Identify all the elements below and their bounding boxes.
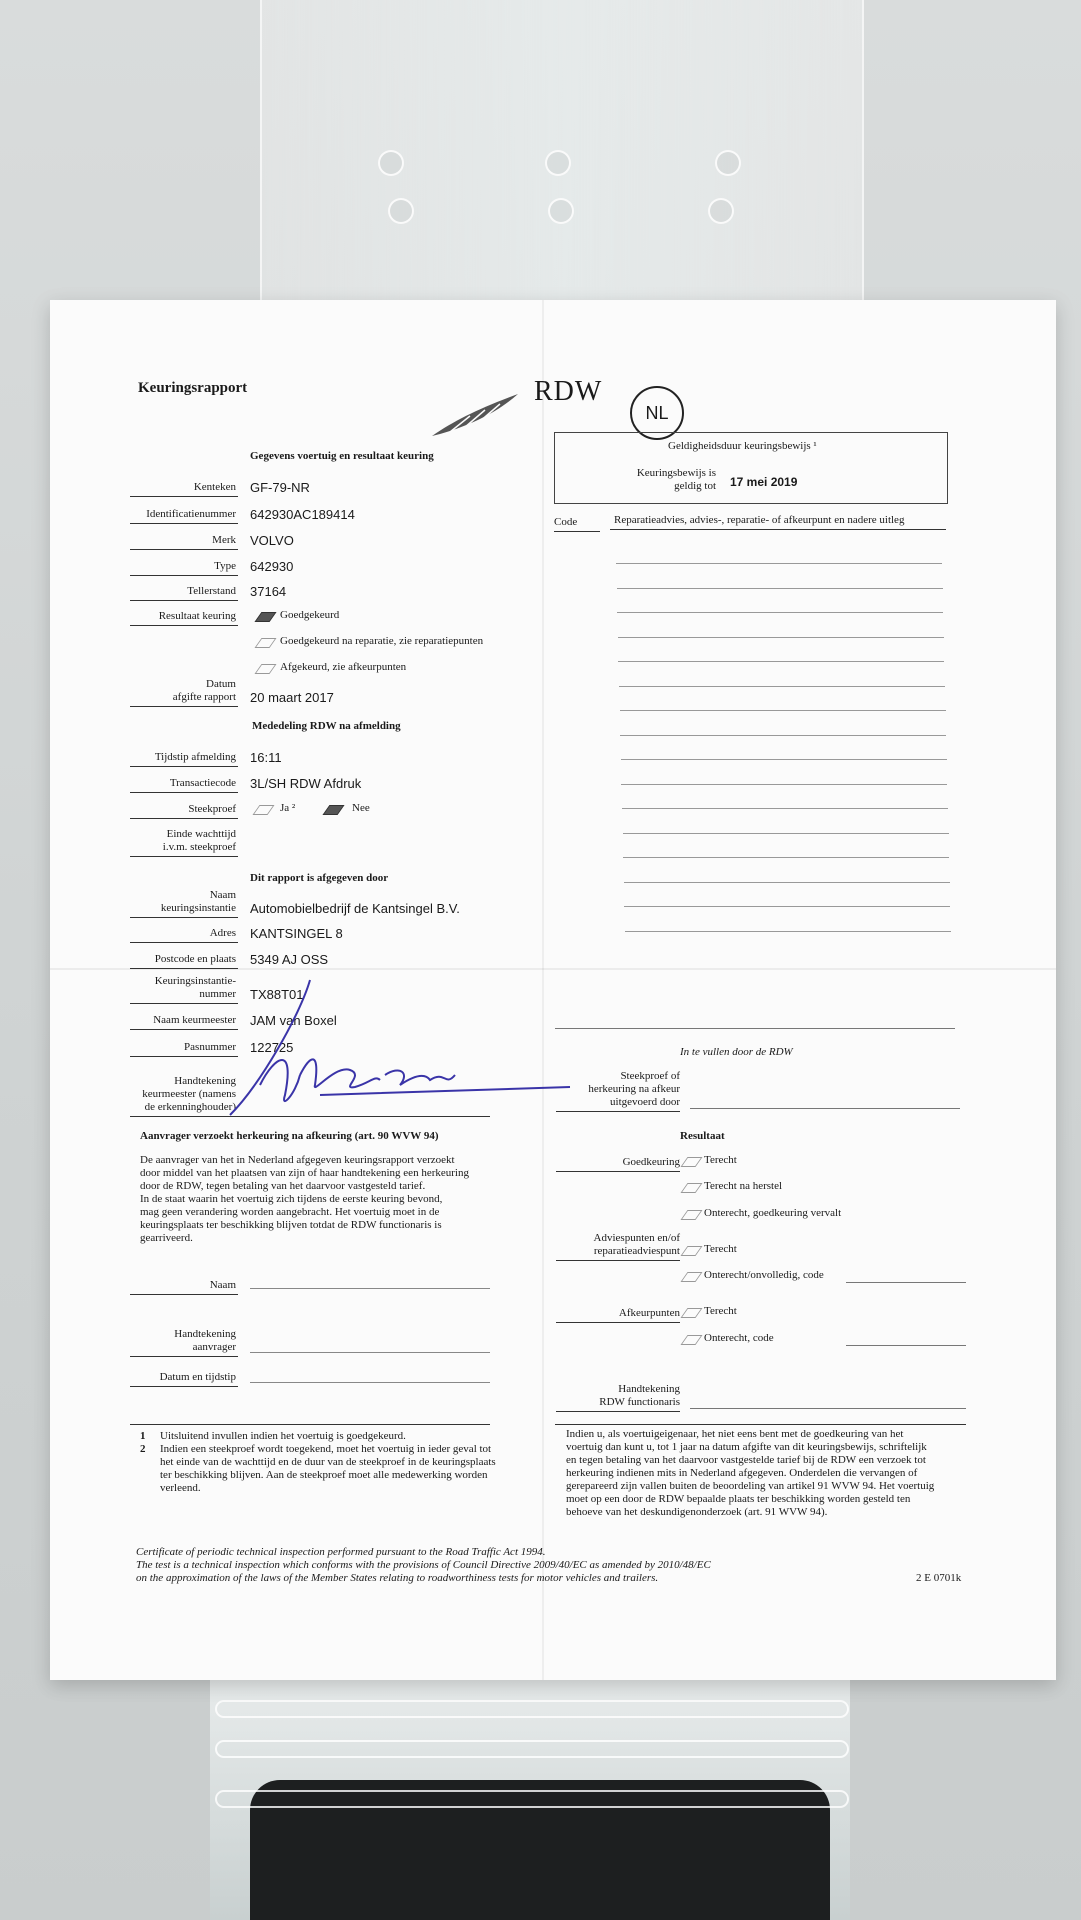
afkeurpunten-label: Afkeurpunten [618,1307,680,1319]
value-postcode-plaats: 5349 AJ OSS [250,952,329,967]
value-pasnummer: 122725 [250,1040,294,1055]
right-text-line-7: behoeve van het deskundigenonderzoek (art. 91 WVW 94). [566,1506,828,1518]
checkbox-afgekeurd [254,664,276,674]
form-code: 2 E 0701k [916,1572,962,1584]
code-entry-line [621,784,947,785]
herkeuring-text-line-3: door de RDW, tegen betaling van het daarvoor vastgesteld tarief. [140,1180,426,1192]
label-naam-keurmeester: Naam keurmeester [153,1014,236,1026]
label-einde-wachttijd: Einde wachttijd [166,828,236,840]
code-entry-line [623,857,949,858]
steekproef-uitgevoerd-label-2: herkeuring na afkeur [588,1083,680,1095]
validity-label-2: geldig tot [674,480,716,492]
code-entry-line [617,612,943,613]
value-naam-keurmeester: JAM van Boxel [250,1013,337,1028]
advies-option-terecht: Terecht [704,1243,737,1255]
herkeuring-heading: Aanvrager verzoekt herkeuring na afkeuring (art. 90 WVW 94) [140,1130,439,1142]
afkeur-option-onterecht: Onterecht, code [704,1332,774,1344]
value-keuringsinstantie-nummer: TX88T01 [250,987,304,1002]
label-resultaat-keuring: Resultaat keuring [158,610,236,622]
right-text-line-4: herkeuring indienen mits in Nederland afgegeven. Onderdelen die vervangen of [566,1467,918,1479]
herkeuring-text-line-7: gearriveerd. [140,1232,193,1244]
label-adres: Adres [209,927,236,939]
code-entry-line [620,735,946,736]
value-tellerstand: 37164 [250,584,287,599]
goedkeuring-option-terecht: Terecht [704,1154,737,1166]
steekproef-uitgevoerd-label-3: uitgevoerd door [610,1096,680,1108]
option-afgekeurd: Afgekeurd, zie afkeurpunten [280,661,407,673]
tray-ring [215,1700,849,1718]
label-merk: Merk [212,534,236,546]
footnote-2-text-cont-3: verleend. [160,1482,201,1494]
label-pasnummer: Pasnummer [184,1041,236,1053]
herkeuring-text-line-6: keuringsplaats ter beschikking blijven totdat de RDW functionaris is [140,1219,442,1231]
section-vehicle-data-heading: Gegevens voertuig en resultaat keuring [250,450,434,462]
herkeuring-text-line-2: door middel van het plaatsen van zijn of haar handtekening een herkeuring [140,1167,469,1179]
label-handtekening-aanvrager: Handtekening [174,1328,236,1340]
code-entry-line [624,882,950,883]
code-label: Code [554,516,578,528]
tray-hole [545,150,571,176]
code-entry-line [621,759,947,760]
inspection-report-document [50,300,1056,1680]
label-keurmeester-namens: keurmeester (namens [142,1088,236,1100]
herkeuring-text-line-5: mag geen verandering worden aangebracht. Het voertuig moet in de [140,1206,440,1218]
right-text-line-3: en tegen betaling van het daarvoor vastgestelde tarief bij de RDW een verzoek tot [566,1454,926,1466]
tray-hole [548,198,574,224]
label-keuringsinstantie-nummer: Keuringsinstantie- [154,975,236,987]
option-goedgekeurd-na-reparatie: Goedgekeurd na reparatie, zie reparatiepunten [280,635,484,647]
rdw-feather-logo [430,390,520,440]
label-type: Type [214,560,236,572]
checkbox-afkeur-terecht [680,1308,702,1318]
herkeuring-text-line-1: De aanvrager van het in Nederland afgegeven keuringsrapport verzoekt [140,1154,455,1166]
checkbox-advies-onterecht [680,1272,702,1282]
code-entry-line [623,833,949,834]
goedkeuring-option-onterecht: Onterecht, goedkeuring vervalt [704,1207,842,1219]
label-keuringsinstantie: keuringsinstantie [160,902,236,914]
code-entry-line [617,588,943,589]
footnote-2-text: Indien een steekproef wordt toegekend, moet het voertuig in ieder geval tot [160,1443,492,1455]
resultaat-heading: Resultaat [680,1130,725,1142]
checkbox-goedkeuring-terecht [680,1157,702,1167]
footer-line-1: Certificate of periodic technical inspection performed pursuant to the Road Traffic Act 1994. [136,1546,546,1558]
goedkeuring-option-herstel: Terecht na herstel [704,1180,783,1192]
value-kenteken: GF-79-NR [250,480,310,495]
validity-date-value: 17 mei 2019 [730,475,798,489]
section-afgegeven-door-heading: Dit rapport is afgegeven door [250,872,389,884]
label-afgifte-rapport: afgifte rapport [172,691,236,703]
validity-title: Geldigheidsduur keuringsbewijs ¹ [668,440,817,452]
label-postcode-plaats: Postcode en plaats [154,953,236,965]
footnote-1-text: Uitsluitend invullen indien het voertuig is goedgekeurd. [160,1430,406,1442]
rdw-handtekening-label-2: RDW functionaris [599,1396,680,1408]
label-transactiecode: Transactiecode [169,777,236,789]
adviespunten-label-2: reparatieadviespunt [593,1245,680,1257]
right-text-line-2: voertuig dan kunt u, tot 1 jaar na datum afgifte van dit keuringsbewijs, schriftelijk [566,1441,927,1453]
label-steekproef: Steekproef [188,803,236,815]
nl-country-badge: NL [630,386,684,440]
steekproef-uitgevoerd-label-1: Steekproef of [620,1070,680,1082]
footnote-1-number: 1 [140,1430,146,1442]
option-steekproef-ja: Ja ² [280,802,296,814]
value-type: 642930 [250,559,294,574]
value-merk: VOLVO [250,533,294,548]
checkbox-goedkeuring-herstel [680,1183,702,1193]
code-entry-line [618,661,944,662]
label-datum-tijdstip: Datum en tijdstip [159,1371,236,1383]
checkbox-advies-terecht [680,1246,702,1256]
label-tellerstand: Tellerstand [187,585,236,597]
section-mededeling-heading: Mededeling RDW na afmelding [252,720,401,732]
value-keuringsinstantie: Automobielbedrijf de Kantsingel B.V. [250,901,460,916]
label-erkenninghouder: de erkenninghouder) [144,1101,236,1113]
label-handtekening: Handtekening [174,1075,236,1087]
checkbox-afkeur-onterecht [680,1335,702,1345]
value-identificatienummer: 642930AC189414 [250,507,355,522]
rdw-section-label: In te vullen door de RDW [680,1046,793,1058]
label-aanvrager-naam: Naam [209,1279,236,1291]
label-kenteken: Kenteken [193,481,236,493]
footnote-2-number: 2 [140,1443,146,1455]
label-nummer: nummer [199,988,236,1000]
tray-ring [215,1740,849,1758]
footnote-2-text-cont-1: het einde van de wachttijd en de duur van de steekproef in de keuringsplaats [160,1456,496,1468]
code-entry-line [622,808,948,809]
label-naam: Naam [209,889,236,901]
option-goedgekeurd: Goedgekeurd [280,609,340,621]
rdw-logo-text: RDW [534,376,603,407]
value-tijdstip-afmelding: 16:11 [250,750,282,765]
tray-hole [378,150,404,176]
afkeur-option-terecht: Terecht [704,1305,737,1317]
label-tijdstip-afmelding: Tijdstip afmelding [154,751,236,763]
code-entry-line [625,931,951,932]
herkeuring-text-line-4: In de staat waarin het voertuig zich tijdens de eerste keuring bevond, [140,1193,443,1205]
label-ivm-steekproef: i.v.m. steekproef [162,841,236,853]
value-datum-afgifte: 20 maart 2017 [250,690,334,705]
right-text-line-5: gerepareerd zijn vallen buiten de beoordeling van artikel 91 WVW 94. Het voertuig [566,1480,935,1492]
advies-option-onterecht: Onterecht/onvolledig, code [704,1269,824,1281]
tray-hole [388,198,414,224]
checkbox-steekproef-nee [322,805,344,815]
tray-ring [215,1790,849,1808]
label-aanvrager: aanvrager [192,1341,236,1353]
code-entry-line [619,686,945,687]
tray-hole [708,198,734,224]
checkbox-steekproef-ja [252,805,274,815]
code-entry-line [620,710,946,711]
code-description: Reparatieadvies, advies-, reparatie- of afkeurpunt en nadere uitleg [614,514,905,526]
right-text-line-6: moet op een door de RDW bepaalde plaats ter beschikking worden gesteld ten [566,1493,911,1505]
option-steekproef-nee: Nee [352,802,370,814]
footnote-2-text-cont-2: ter beschikking blijven. Aan de steekproef moet alle medewerking worden [160,1469,488,1481]
code-entry-line [616,563,942,564]
footer-line-3: on the approximation of the laws of the Member States relating to roadworthiness tests for motor vehicles and trailers. [136,1572,659,1584]
value-transactiecode: 3L/SH RDW Afdruk [250,776,362,791]
value-adres: KANTSINGEL 8 [250,926,343,941]
label-identificatienummer: Identificatienummer [146,508,236,520]
tray-hole [715,150,741,176]
right-text-line-1: Indien u, als voertuigeigenaar, het niet eens bent met de goedkeuring van het [566,1428,904,1440]
adviespunten-label-1: Adviespunten en/of [593,1232,680,1244]
label-datum: Datum [206,678,236,690]
checkbox-goedgekeurd-na-reparatie [254,638,276,648]
code-entry-line [618,637,944,638]
footer-line-2: The test is a technical inspection which conforms with the provisions of Council Directive 2009/40/EC as amended by 2010/48/EC [136,1559,711,1571]
goedkeuring-label: Goedkeuring [622,1156,680,1168]
validity-label-1: Keuringsbewijs is [636,467,716,479]
checkbox-goedkeuring-onterecht [680,1210,702,1220]
report-title: Keuringsrapport [138,380,248,396]
rdw-handtekening-label-1: Handtekening [618,1383,680,1395]
inspector-signature [200,975,580,1125]
code-entry-line [624,906,950,907]
checkbox-goedgekeurd [254,612,276,622]
